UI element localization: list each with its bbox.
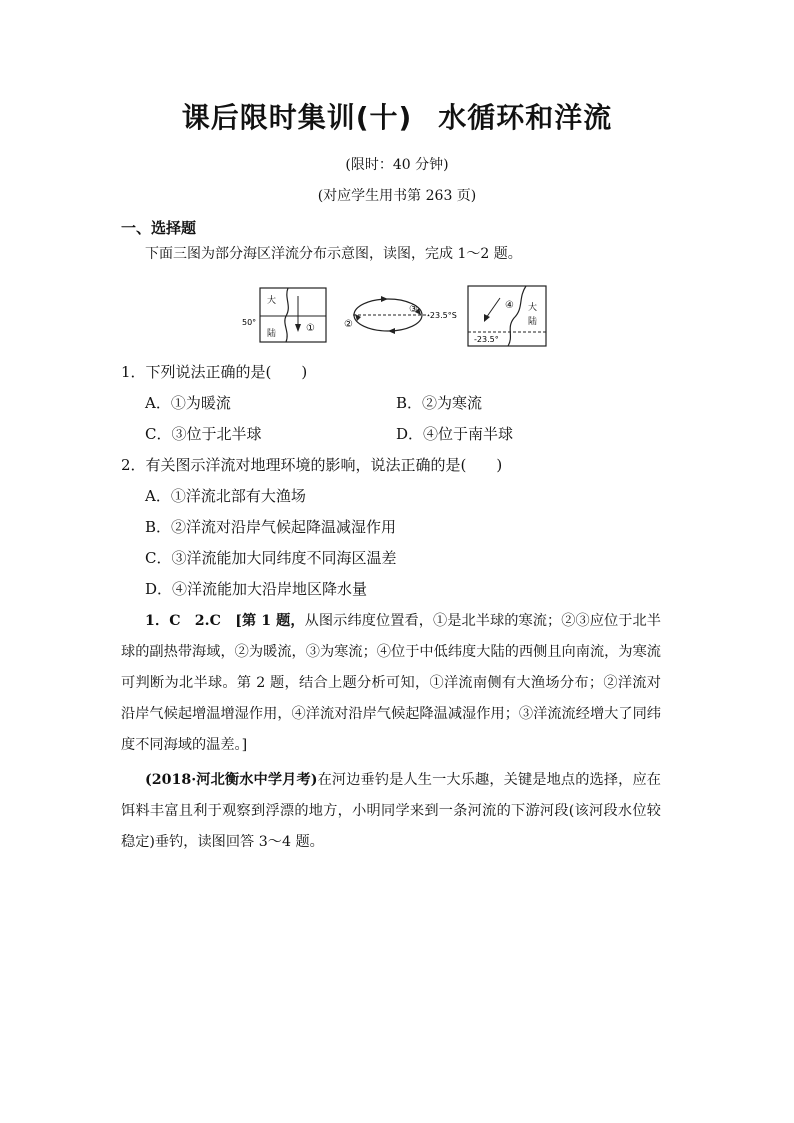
question-2-option-a: A．①洋流北部有大渔场 [145,487,306,505]
time-limit: (限时：40 分钟) [345,157,449,173]
fig1-land-bottom: 陆 [267,329,277,339]
question-2-option-b: B．②洋流对沿岸气候起降温减湿作用 [145,518,397,536]
title-part-2: 水循环和洋流 [438,101,613,134]
fig3-current-label: ④ [505,300,514,311]
question-1-option-d: D．④位于南半球 [396,425,514,443]
figure-2-diagram [343,290,468,340]
question-1-option-a: A．①为暖流 [145,394,231,412]
question-1-option-b: B．②为寒流 [396,394,483,412]
question-2-option-c: C．③洋流能加大同纬度不同海区温差 [145,549,397,567]
question-2-option-d: D．④洋流能加大沿岸地区降水量 [145,580,368,598]
title-part-1: 课后限时集训(十) [181,101,413,134]
fig1-latitude-label: 50° [242,318,257,327]
fig3-latitude-label: -23.5° [474,335,499,344]
book-reference: (对应学生用书第 263 页) [317,188,477,204]
fig1-current-label: ① [306,323,315,334]
answer-explanation [121,606,661,761]
fig1-land-top: 大 [267,296,277,306]
question-1-stem: 1．下列说法正确的是( ) [121,363,308,381]
fig2-left-current-label: ② [344,319,353,330]
next-question-intro [121,765,661,858]
answer-lead: 1．C 2.C [第 1 题， [145,613,305,629]
note-text: 在河边垂钓是人生一大乐趣，关键是地点的选择，应在饵料丰富且利于观察到浮漂的地方，小明同学来到一条河流的下游河段(该河段水位较稳定)垂钓，读图回答 3～4 题。 [121,772,661,850]
fig3-land-bottom: 陆 [528,317,538,327]
figure-3-diagram [466,284,550,348]
page-title [0,96,794,136]
figure-1-diagram [240,286,330,346]
question-1-option-c: C．③位于北半球 [145,425,262,443]
fig3-land-top: 大 [528,303,538,313]
answer-body: 从图示纬度位置看，①是北半球的寒流；②③应位于北半球的副热带海域，②为暖流，③为寒流；④位于中低纬度大陆的西侧且向南流，为寒流可判断为北半球。第 2 题，结合上题分析可知，①洋流南侧有大渔场分布；②洋流对沿岸气候起增温增湿作用，④洋流对沿岸气候起降温减湿作用；③洋流流经增大了同纬度不同海域的温差。] [121,613,661,753]
question-2-stem: 2．有关图示洋流对地理环境的影响，说法正确的是( ) [121,456,503,474]
fig2-latitude-label: -23.5°S [427,311,457,320]
intro-text: 下面三图为部分海区洋流分布示意图，读图，完成 1～2 题。 [145,246,522,262]
note-source: (2018·河北衡水中学月考) [145,772,318,788]
section-heading: 一、选择题 [121,219,197,237]
fig2-right-current-label: ③ [409,304,418,315]
